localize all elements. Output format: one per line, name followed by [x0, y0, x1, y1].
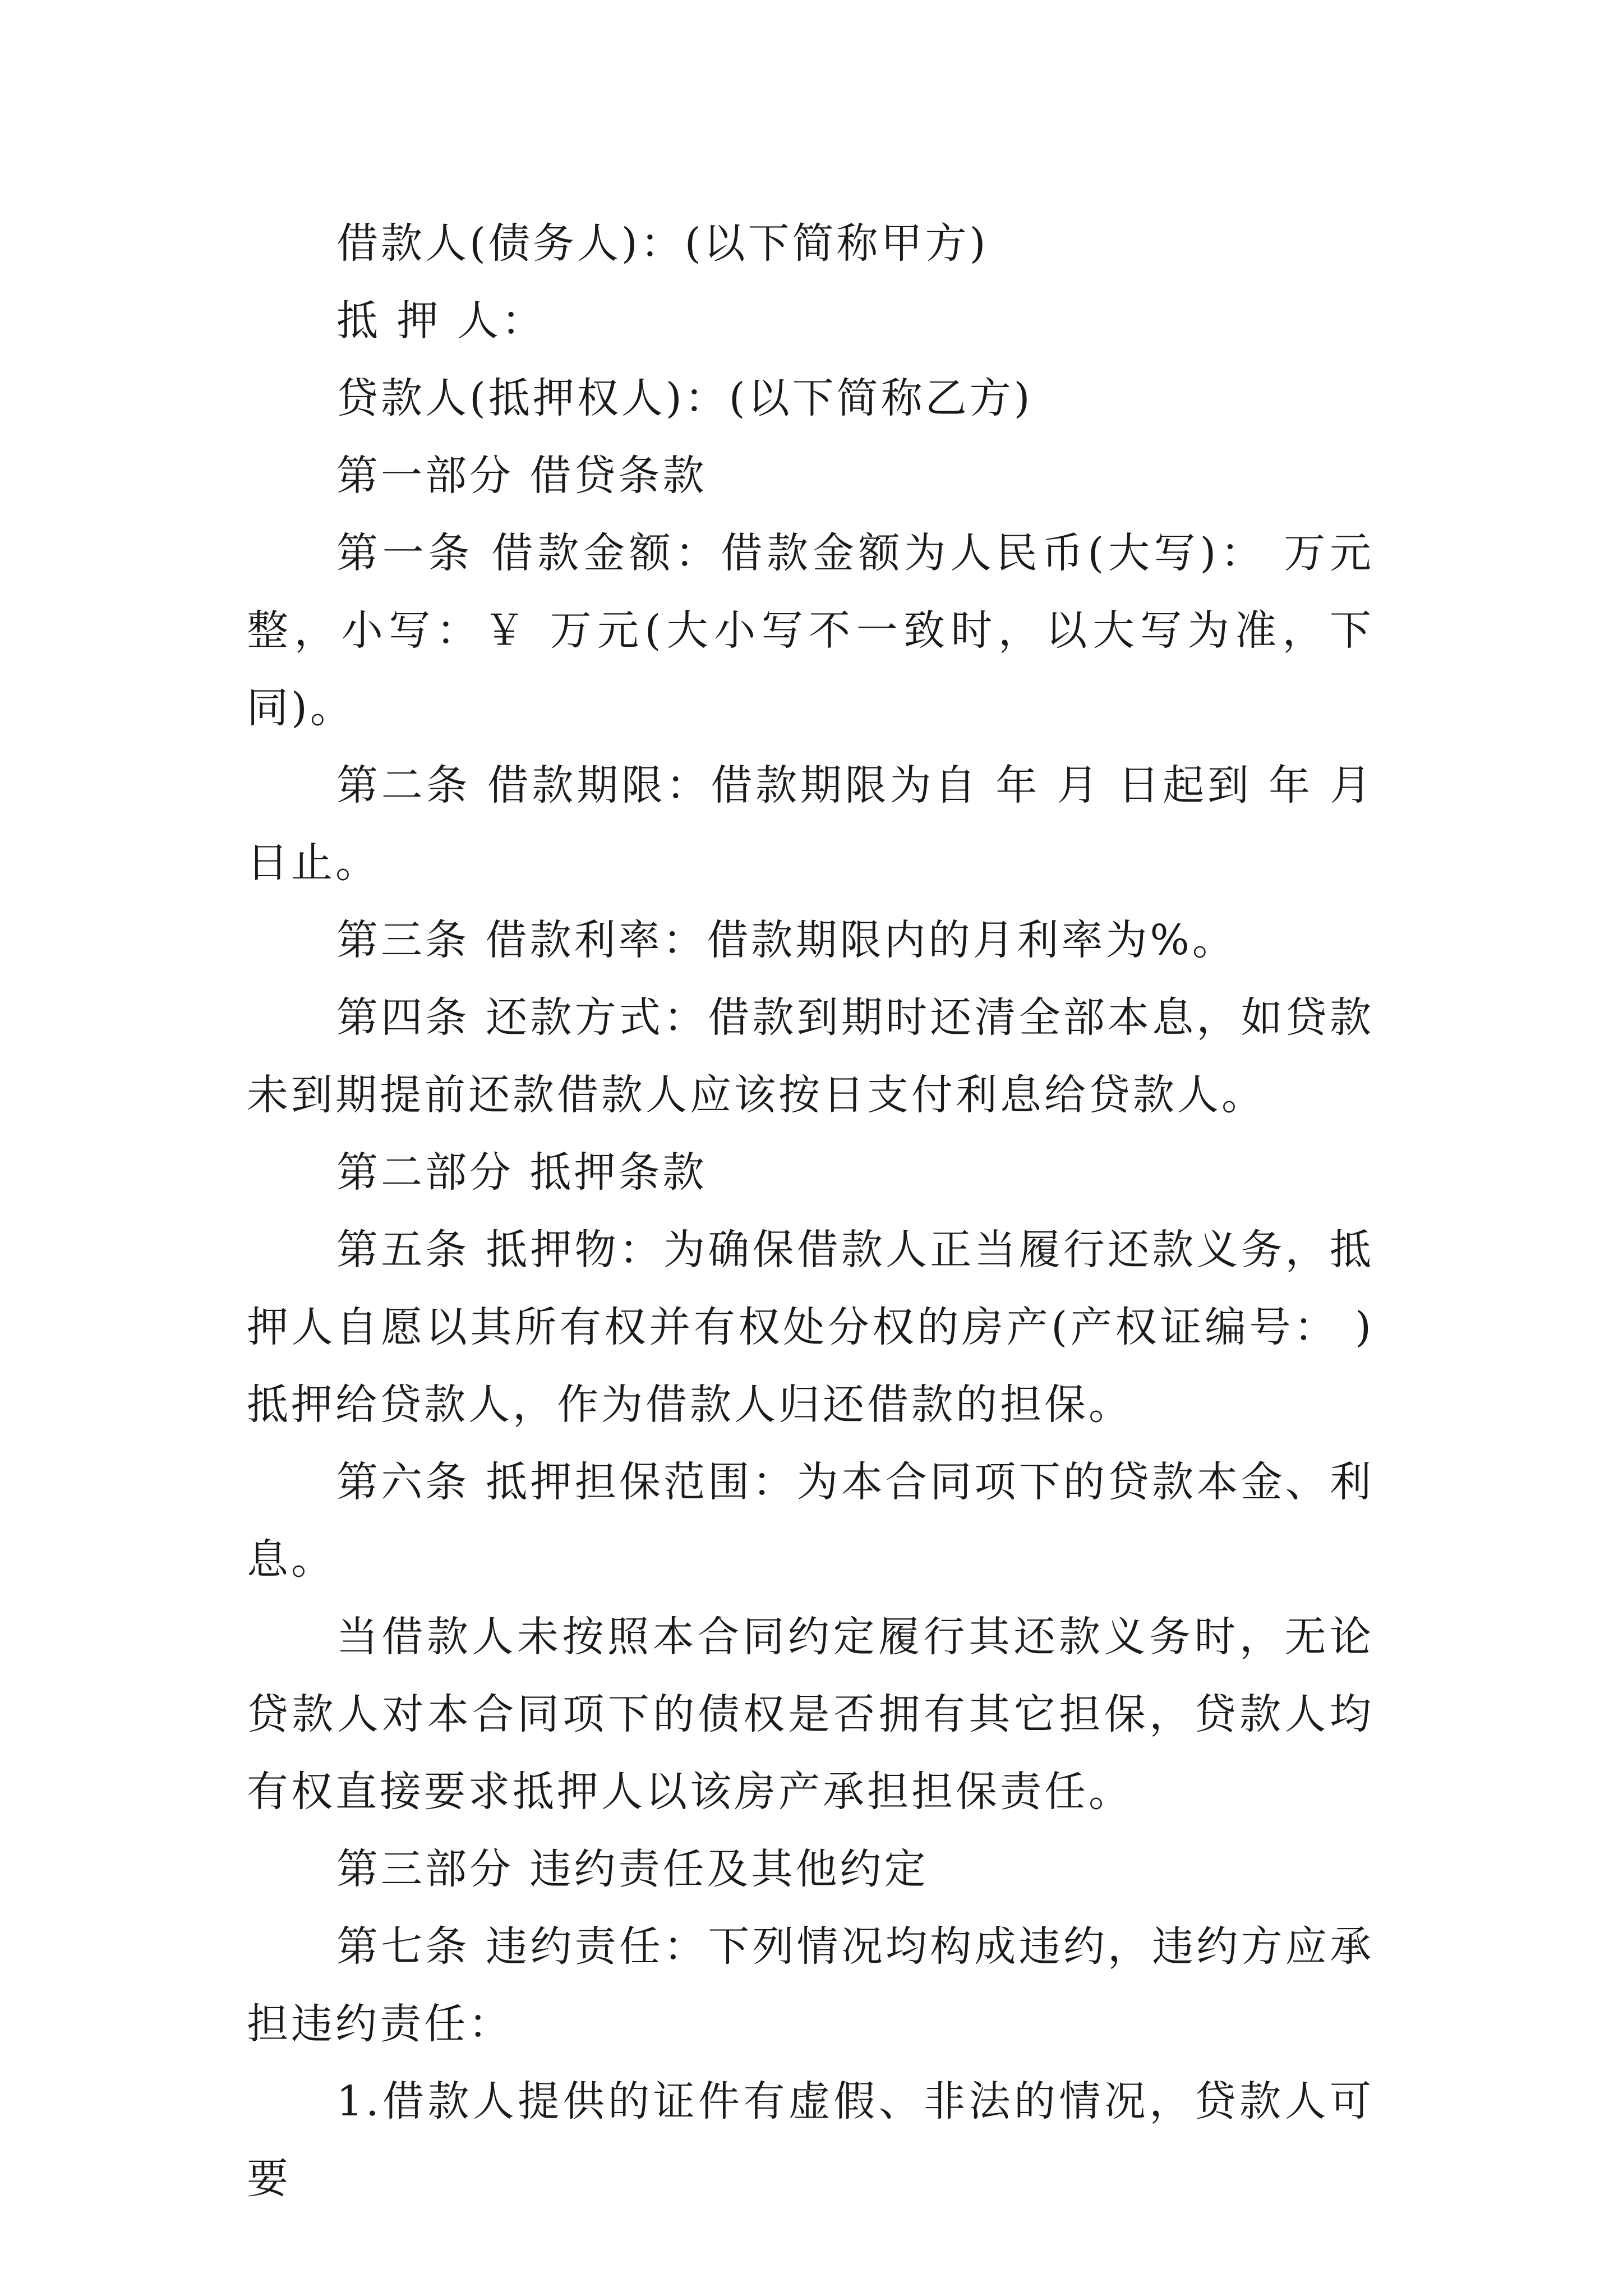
section-heading-part-1: 第一部分 借贷条款	[336, 452, 707, 500]
mortgagor-line: 抵 押 人：	[336, 297, 546, 345]
borrower-line: 借款人(债务人)：(以下简称甲方)	[336, 219, 989, 268]
contract-body	[247, 205, 1374, 2217]
lender-line: 贷款人(抵押权人)：(以下简称乙方)	[336, 374, 1033, 422]
clause-1-loan-amount: 第一条 借款金额：借款金额为人民币(大写)： 万元整，小写：￥ 万元(大小写不一致时，以大写为准，下同)。	[247, 529, 1374, 732]
guarantee-paragraph: 当借款人未按照本合同约定履行其还款义务时，无论贷款人对本合同项下的债权是否拥有其它担保，贷款人均有权直接要求抵押人以该房产承担担保责任。	[247, 1613, 1374, 1816]
clause-4-repayment: 第四条 还款方式：借款到期时还清全部本息，如贷款未到期提前还款借款人应该按日支付利息给贷款人。	[247, 993, 1374, 1119]
clause-2-loan-term: 第二条 借款期限：借款期限为自 年 月 日起到 年 月 日止。	[247, 761, 1374, 887]
section-heading-part-2: 第二部分 抵押条款	[336, 1148, 707, 1197]
clause-5-collateral: 第五条 抵押物：为确保借款人正当履行还款义务，抵押人自愿以其所有权并有权处分权的房产(产权证编号： )抵押给贷款人，作为借款人归还借款的担保。	[247, 1226, 1374, 1429]
clause-6-guarantee-scope: 第六条 抵押担保范围：为本合同项下的贷款本金、利息。	[247, 1458, 1374, 1584]
clause-3-interest-rate: 第三条 借款利率：借款期限内的月利率为%。	[336, 916, 1237, 964]
section-heading-part-3: 第三部分 违约责任及其他约定	[336, 1845, 929, 1893]
clause-7-breach: 第七条 违约责任：下列情况均构成违约，违约方应承担违约责任：	[247, 1922, 1374, 2048]
breach-item-1: 1.借款人提供的证件有虚假、非法的情况，贷款人可要	[247, 2077, 1374, 2203]
